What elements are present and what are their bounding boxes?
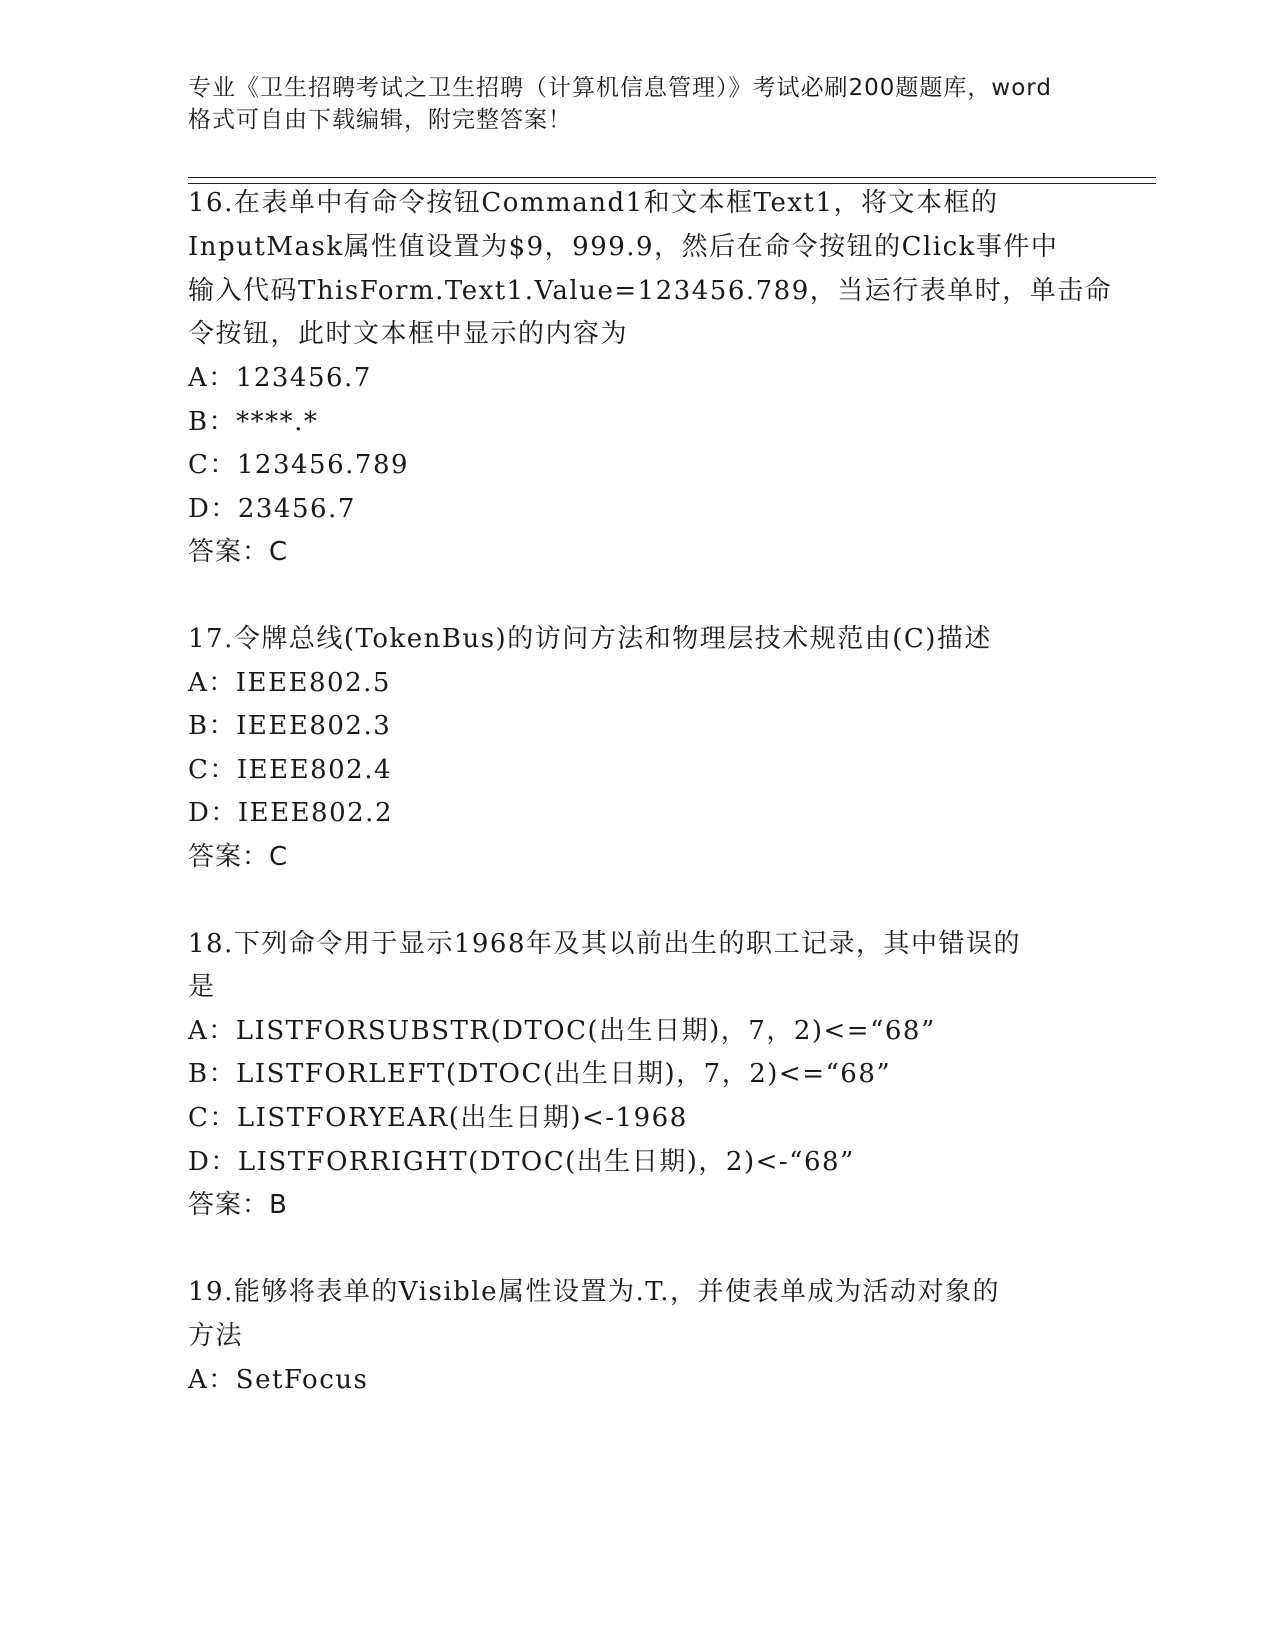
question-19-stem-line-1: 19.能够将表单的Visible属性设置为.T.，并使表单成为活动对象的 — [188, 1277, 1001, 1307]
question-18-stem-line-1: 18.下列命令用于显示1968年及其以前出生的职工记录，其中错误的 — [188, 929, 1022, 959]
question-16-option-b: B：****.* — [188, 407, 319, 437]
question-16-option-a: A：123456.7 — [188, 363, 372, 393]
question-16-option-c: C：123456.789 — [188, 450, 410, 480]
question-17-stem-line-1: 17.令牌总线(TokenBus)的访问方法和物理层技术规范由(C)描述 — [188, 624, 992, 654]
question-16-stem-line-4: 令按钮，此时文本框中显示的内容为 — [188, 319, 629, 349]
question-17-option-a: A：IEEE802.5 — [188, 668, 391, 698]
question-16-stem-line-2: InputMask属性值设置为$9，999.9，然后在命令按钮的Click事件中 — [188, 232, 1059, 262]
header-line-1: 专业《卫生招聘考试之卫生招聘（计算机信息管理）》考试必刷200题题库，word — [188, 75, 1052, 101]
question-17-option-b: B：IEEE802.3 — [188, 711, 392, 741]
question-17-option-c: C：IEEE802.4 — [188, 755, 393, 785]
question-18-option-b: B：LISTFORLEFT(DTOC(出生日期)，7，2)<=“68” — [188, 1059, 892, 1089]
question-19-option-a: A：SetFocus — [188, 1365, 369, 1395]
question-17-option-d: D：IEEE802.2 — [188, 798, 393, 828]
question-18-option-c: C：LISTFORYEAR(出生日期)<-1968 — [188, 1103, 688, 1133]
header-divider-top — [188, 177, 1156, 178]
header-line-2: 格式可自由下载编辑，附完整答案！ — [188, 107, 572, 133]
question-18-stem-line-2: 是 — [188, 972, 216, 1002]
document-header — [188, 72, 1088, 136]
question-19-stem-line-2: 方法 — [188, 1321, 244, 1351]
question-18-option-d: D：LISTFORRIGHT(DTOC(出生日期)，2)<-“68” — [188, 1147, 855, 1177]
header-divider-bottom — [188, 183, 1156, 184]
question-16-stem-line-1: 16.在表单中有命令按钮Command1和文本框Text1，将文本框的 — [188, 188, 999, 218]
question-17-answer: 答案：C — [188, 842, 289, 872]
question-18-answer: 答案：B — [188, 1190, 288, 1220]
question-16-stem-line-3: 输入代码ThisForm.Text1.Value=123456.789，当运行表单时，单击命 — [188, 276, 1113, 306]
question-16-answer: 答案：C — [188, 537, 289, 567]
question-16-option-d: D：23456.7 — [188, 494, 356, 524]
question-18-option-a: A：LISTFORSUBSTR(DTOC(出生日期)，7，2)<=“68” — [188, 1016, 936, 1046]
